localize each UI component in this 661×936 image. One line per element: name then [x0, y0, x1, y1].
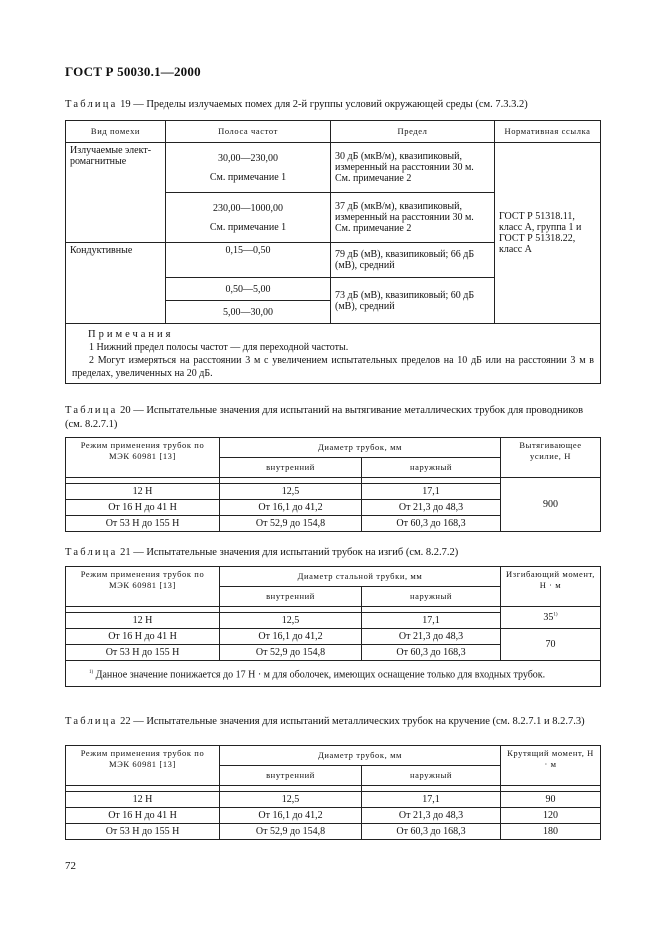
table21-header-diameter: Диаметр стальной трубки, мм — [220, 567, 501, 587]
table-row — [66, 792, 601, 808]
table19-header-kind: Вид помехи — [66, 121, 166, 143]
table-row — [66, 808, 601, 824]
table20-caption: Таблица 20 — Испытательные значения для испытаний на вытягивание металлических трубок для проводников (см. 8.2.7.1) — [65, 405, 584, 430]
mode-cell: От 53 Н до 155 Н — [66, 645, 220, 661]
table19-header-limit: Предел — [331, 121, 495, 143]
mode-cell: От 16 Н до 41 Н — [66, 808, 220, 824]
table20 — [65, 437, 601, 532]
inner-cell: От 52,9 до 154,8 — [220, 516, 362, 532]
table22-header-mode: Режим применения трубок по МЭК 60981 [13] — [66, 746, 220, 786]
table19-kind-conducted: Кондуктивные — [66, 243, 166, 324]
table22-header-outer: наружный — [362, 766, 501, 786]
table19-limit-cell: 37 дБ (мкВ/м), квазипиковый, измеренный на расстоянии 30 м. См. примечание 2 — [331, 193, 495, 243]
table22-header-torque: Крутящий момент, Н · м — [501, 746, 601, 786]
inner-cell: От 52,9 до 154,8 — [220, 824, 362, 840]
outer-cell: 17,1 — [362, 484, 501, 500]
table21-moment-value-1: 35$^{1)}$ — [501, 607, 601, 629]
note-2: 2 Могут измеряться на расстоянии 3 м с увеличением испытательных пределов на 10 дБ или на расстоянии 3 м в пределах, увеличенных на 20 дБ. — [72, 355, 594, 379]
page-number: 72 — [65, 860, 76, 872]
table21-moment-value-2: 70 — [501, 629, 601, 661]
outer-cell: От 60,3 до 168,3 — [362, 516, 501, 532]
inner-cell: От 16,1 до 41,2 — [220, 629, 362, 645]
table21-header-outer: наружный — [362, 587, 501, 607]
table21-header-mode: Режим применения трубок по МЭК 60981 [13] — [66, 567, 220, 607]
table22 — [65, 745, 601, 840]
table19-limit-cell: 79 дБ (мВ), квазипиковый; 66 дБ (мВ), средний — [331, 243, 495, 278]
table19-band-cell: 5,00—30,00 — [166, 301, 331, 324]
table19-band-cell: 0,50—5,00 — [166, 278, 331, 301]
table19 — [65, 120, 601, 384]
table22-header-inner: внутренний — [220, 766, 362, 786]
inner-cell: От 52,9 до 154,8 — [220, 645, 362, 661]
inner-cell: 12,5 — [220, 613, 362, 629]
table20-header-inner: внутренний — [220, 458, 362, 478]
table19-limit-cell: 30 дБ (мкВ/м), квазипиковый, измеренный на расстоянии 30 м. См. примечание 2 — [331, 143, 495, 193]
table20-header-outer: наружный — [362, 458, 501, 478]
outer-cell: 17,1 — [362, 613, 501, 629]
mode-cell: 12 Н — [66, 613, 220, 629]
table20-header-diameter: Диаметр трубок, мм — [220, 438, 501, 458]
outer-cell: От 21,3 до 48,3 — [362, 629, 501, 645]
table19-limit-cell: 73 дБ (мВ), квазипиковый; 60 дБ (мВ), средний — [331, 278, 495, 324]
table19-notes — [66, 324, 601, 384]
table20-force-value: 900 — [501, 478, 601, 532]
table19-reference: ГОСТ Р 51318.11, класс А, группа 1 и ГОСТ Р 51318.22, класс А — [495, 143, 601, 324]
table21-footnote: $^{1)}$ Данное значение понижается до 17 Н · м для оболочек, имеющих оснащение только для входных трубок. — [66, 661, 601, 687]
outer-cell: От 60,3 до 168,3 — [362, 824, 501, 840]
inner-cell: От 16,1 до 41,2 — [220, 808, 362, 824]
mode-cell: От 16 Н до 41 Н — [66, 629, 220, 645]
table-row — [66, 629, 601, 645]
table-row — [66, 824, 601, 840]
mode-cell: 12 Н — [66, 484, 220, 500]
inner-cell: 12,5 — [220, 484, 362, 500]
torque-cell: 90 — [501, 792, 601, 808]
table19-caption: Таблица 19 — Пределы излучаемых помех для 2-й группы условий окружающей среды (см. 7.3.3.2) — [65, 99, 528, 110]
table20-header-mode: Режим применения трубок по МЭК 60981 [13] — [66, 438, 220, 478]
table19-band-cell: 30,00—230,00 См. примечание 1 — [166, 143, 331, 193]
table19-header-reference: Нормативная ссылка — [495, 121, 601, 143]
outer-cell: От 60,3 до 168,3 — [362, 645, 501, 661]
table22-caption: Таблица 22 — Испытательные значения для испытаний металлических трубок на кручение (см. 8.2.7.1 и 8.2.7.3) — [65, 716, 585, 727]
torque-cell: 120 — [501, 808, 601, 824]
table21-caption: Таблица 21 — Испытательные значения для испытаний трубок на изгиб (см. 8.2.7.2) — [65, 547, 459, 558]
table19-kind-radiated: Излучаемые элект-ромагнитные — [66, 143, 166, 243]
mode-cell: От 53 Н до 155 Н — [66, 516, 220, 532]
table19-header-band: Полоса частот — [166, 121, 331, 143]
inner-cell: 12,5 — [220, 792, 362, 808]
table21-header-inner: внутренний — [220, 587, 362, 607]
inner-cell: От 16,1 до 41,2 — [220, 500, 362, 516]
table22-header-diameter: Диаметр трубок, мм — [220, 746, 501, 766]
table19-band-cell: 230,00—1000,00 См. примечание 1 — [166, 193, 331, 243]
mode-cell: От 16 Н до 41 Н — [66, 500, 220, 516]
outer-cell: От 21,3 до 48,3 — [362, 500, 501, 516]
notes-title: Примечания — [88, 329, 174, 340]
mode-cell: 12 Н — [66, 792, 220, 808]
note-1: 1 Нижний предел полосы частот — для переходной частоты. — [89, 342, 349, 353]
outer-cell: 17,1 — [362, 792, 501, 808]
mode-cell: От 53 Н до 155 Н — [66, 824, 220, 840]
table19-band-cell: 0,15—0,50 — [166, 243, 331, 278]
table21 — [65, 566, 601, 687]
outer-cell: От 21,3 до 48,3 — [362, 808, 501, 824]
torque-cell: 180 — [501, 824, 601, 840]
table21-header-moment: Изгибающий момент, Н · м — [501, 567, 601, 607]
document-header: ГОСТ Р 50030.1—2000 — [65, 64, 201, 79]
table20-header-force: Вытягивающее усилие, Н — [501, 438, 601, 478]
